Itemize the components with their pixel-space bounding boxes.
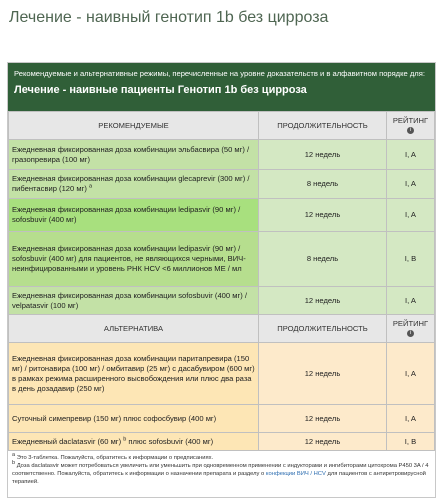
rating-cell: I, A bbox=[387, 170, 435, 199]
col-rating-label: РЕЙТИНГ bbox=[392, 318, 429, 328]
regimen-text: Ежедневная фиксированная доза комбинации glecaprevir (300 мг) / пибентасвир (120 мг) bbox=[12, 174, 250, 193]
duration-cell: 12 недель bbox=[259, 343, 387, 405]
regimen-cell: Ежедневная фиксированная доза комбинации ledipasvir (90 мг) / sofosbuvir (400 мг) для пациентов, не являющихся черными, ВИЧ-неинфицированными и уровень РНК HCV <6 миллионов МЕ / мл bbox=[9, 232, 259, 287]
table-row bbox=[9, 287, 435, 315]
regimen-cell: Ежедневная фиксированная доза комбинации паритапревира (150 мг) / ритонавира (100 мг) / омбитавир (25 мг) с дасабувиром (600 мг) в рамках режима расширенного высвобождения или плюс два раза в день дозадавир (250 мг) bbox=[9, 343, 259, 405]
table-header-banner bbox=[8, 63, 435, 111]
rating-cell: I, B bbox=[387, 433, 435, 451]
rating-cell: I, A bbox=[387, 343, 435, 405]
footnote-b-mark: b bbox=[12, 460, 16, 467]
rating-cell: I, A bbox=[387, 199, 435, 232]
rating-cell: I, A bbox=[387, 405, 435, 433]
duration-cell: 12 недель bbox=[259, 199, 387, 232]
table-row bbox=[9, 232, 435, 287]
rating-cell: I, B bbox=[387, 232, 435, 287]
regimen-text: Ежедневный daclatasvir (60 мг) bbox=[12, 436, 122, 446]
table-row bbox=[9, 433, 435, 451]
header-title: Лечение - наивные пациенты Генотип 1b без цирроза bbox=[14, 84, 307, 96]
col-duration: ПРОДОЛЖИТЕЛЬНОСТЬ bbox=[259, 112, 387, 140]
footnote-b-text: Доза daclatasvir может потребоваться увеличить или уменьшить при одновременном применении с индукторами и ингибиторами цитохрома P450 3A / 4 соответственно. Пожалуйста, обратитесь к информации о назначении препарата и разделу о bbox=[12, 463, 429, 477]
regimen-cell bbox=[9, 170, 259, 199]
regimen-cell: Ежедневная фиксированная доза комбинации ledipasvir (90 мг) / sofosbuvir (400 мг) bbox=[9, 199, 259, 232]
footnote-a-text: Это 3-таблетка. Пожалуйста, обратитесь к информации о предписаниях. bbox=[16, 455, 214, 461]
col-rating bbox=[387, 315, 435, 343]
footnote-a bbox=[12, 454, 431, 462]
duration-cell: 12 недель bbox=[259, 287, 387, 315]
recommended-header-row bbox=[9, 112, 435, 140]
duration-cell: 8 недель bbox=[259, 170, 387, 199]
info-icon[interactable]: i bbox=[407, 127, 414, 134]
table-row bbox=[9, 170, 435, 199]
col-rating bbox=[387, 112, 435, 140]
col-duration: ПРОДОЛЖИТЕЛЬНОСТЬ bbox=[259, 315, 387, 343]
footnote-mark: b bbox=[123, 435, 127, 442]
footnotes bbox=[8, 451, 435, 489]
footnote-mark: a bbox=[89, 183, 93, 190]
treatment-table-panel bbox=[7, 62, 436, 498]
page-title: Лечение - наивный генотип 1b без цирроза bbox=[9, 9, 329, 26]
footnote-a-mark: a bbox=[12, 452, 16, 459]
table-row bbox=[9, 343, 435, 405]
col-recommended: РЕКОМЕНДУЕМЫЕ bbox=[9, 112, 259, 140]
col-alternative: АЛЬТЕРНАТИВА bbox=[9, 315, 259, 343]
table-row bbox=[9, 405, 435, 433]
footnote-b-end: для пациентов с антиретровирусной терапией. bbox=[12, 471, 426, 485]
regimen-cell bbox=[9, 433, 259, 451]
col-rating-label: РЕЙТИНГ bbox=[392, 115, 429, 125]
rating-cell: I, A bbox=[387, 287, 435, 315]
recommended-table bbox=[8, 111, 435, 451]
regimen-cell: Ежедневная фиксированная доза комбинации sofosbuvir (400 мг) / velpatasvir (100 мг) bbox=[9, 287, 259, 315]
duration-cell: 12 недель bbox=[259, 140, 387, 170]
regimen-text-cont: плюс sofosbuvir (400 мг) bbox=[128, 436, 214, 446]
footnote-b bbox=[12, 462, 431, 486]
rating-cell: I, A bbox=[387, 140, 435, 170]
regimen-cell: Ежедневная фиксированная доза комбинации эльбасвира (50 мг) / гразопревира (100 мг) bbox=[9, 140, 259, 170]
duration-cell: 12 недель bbox=[259, 433, 387, 451]
duration-cell: 12 недель bbox=[259, 405, 387, 433]
regimen-cell: Суточный симепревир (150 мг) плюс софосбувир (400 мг) bbox=[9, 405, 259, 433]
table-row bbox=[9, 140, 435, 170]
hiv-hcv-link[interactable]: конфекции ВИЧ / HCV bbox=[265, 471, 326, 477]
alternative-header-row bbox=[9, 315, 435, 343]
table-row bbox=[9, 199, 435, 232]
duration-cell: 8 недель bbox=[259, 232, 387, 287]
header-intro: Рекомендуемые и альтернативные режимы, перечисленные на уровне доказательств и в алфавитном порядке для: bbox=[14, 69, 425, 78]
info-icon[interactable]: i bbox=[407, 330, 414, 337]
